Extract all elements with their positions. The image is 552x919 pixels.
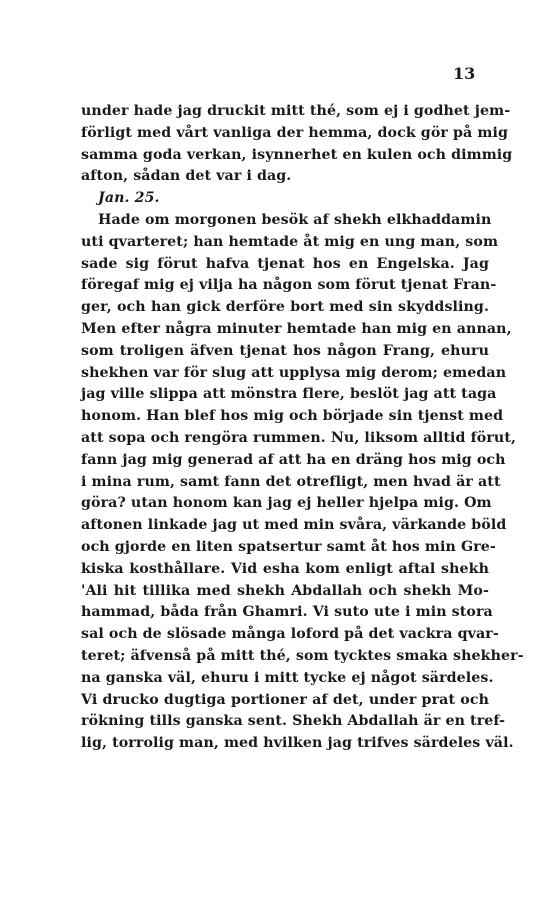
page-number: 13 bbox=[453, 64, 476, 83]
text-line: shekhen var för slug att upplysa mig derom; emedan bbox=[81, 364, 507, 381]
text-line: Hade om morgonen besök af shekh elkhaddamin bbox=[98, 211, 492, 228]
text-line: teret; äfvenså på mitt thé, som tycktes smaka shekher- bbox=[81, 647, 524, 664]
text-line: aftonen linkade jag ut med min svåra, värkande böld bbox=[81, 517, 507, 534]
text-line: förligt med vårt vanliga der hemma, dock gör på mig bbox=[81, 124, 508, 141]
text-line: honom. Han blef hos mig och började sin tjenst med bbox=[81, 408, 504, 425]
text-line: föregaf mig ej vilja ha någon som förut tjenat Fran- bbox=[81, 277, 497, 294]
text-line: fann jag mig generad af att ha en dräng hos mig och bbox=[81, 451, 506, 468]
text-line: göra? utan honom kan jag ej heller hjelpa mig. Om bbox=[81, 495, 492, 512]
text-line: jag ville slippa att mönstra flere, beslöt jag att taga bbox=[81, 386, 497, 403]
text-line: hammad, båda från Ghamri. Vi suto ute i min stora bbox=[81, 604, 493, 621]
text-line: Vi drucko dugtiga portioner af det, under prat och bbox=[81, 691, 489, 708]
text-line: i mina rum, samt fann det otrefligt, men hvad är att bbox=[81, 473, 501, 490]
text-line: sade sig förut hafva tjenat hos en Engelska. Jag bbox=[81, 255, 489, 272]
text-line: kiska kosthållare. Vid esha kom enligt aftal shekh bbox=[81, 560, 489, 577]
text-line: lig, torrolig man, med hvilken jag trifves särdeles väl. bbox=[81, 735, 514, 752]
text-line: Men efter några minuter hemtade han mig en annan, bbox=[81, 320, 512, 337]
text-line: under hade jag druckit mitt thé, som ej i godhet jem- bbox=[81, 103, 511, 119]
text-line: rökning tills ganska sent. Shekh Abdallah är en tref- bbox=[81, 713, 506, 730]
text-line: 'Ali hit tillika med shekh Abdallah och shekh Mo- bbox=[81, 582, 489, 599]
text-line: samma goda verkan, isynnerhet en kulen och dimmig bbox=[81, 146, 513, 163]
body-text bbox=[81, 101, 524, 755]
text-line: afton, sådan det var i dag. bbox=[81, 168, 292, 185]
date-heading: Jan. 25. bbox=[98, 190, 160, 207]
text-line: som troligen äfven tjenat hos någon Frang, ehuru bbox=[81, 342, 489, 359]
text-line: att sopa och rengöra rummen. Nu, liksom alltid förut, bbox=[81, 429, 517, 446]
text-line: sal och de slösade många loford på det vackra qvar- bbox=[81, 626, 499, 643]
text-line: uti qvarteret; han hemtade åt mig en ung man, som bbox=[81, 233, 499, 250]
text-line: ger, och han gick derföre bort med sin skyddsling. bbox=[81, 299, 489, 316]
text-line: och gjorde en liten spatsertur samt åt hos min Gre- bbox=[81, 538, 496, 555]
text-line: na ganska väl, ehuru i mitt tycke ej något särdeles. bbox=[81, 669, 494, 686]
